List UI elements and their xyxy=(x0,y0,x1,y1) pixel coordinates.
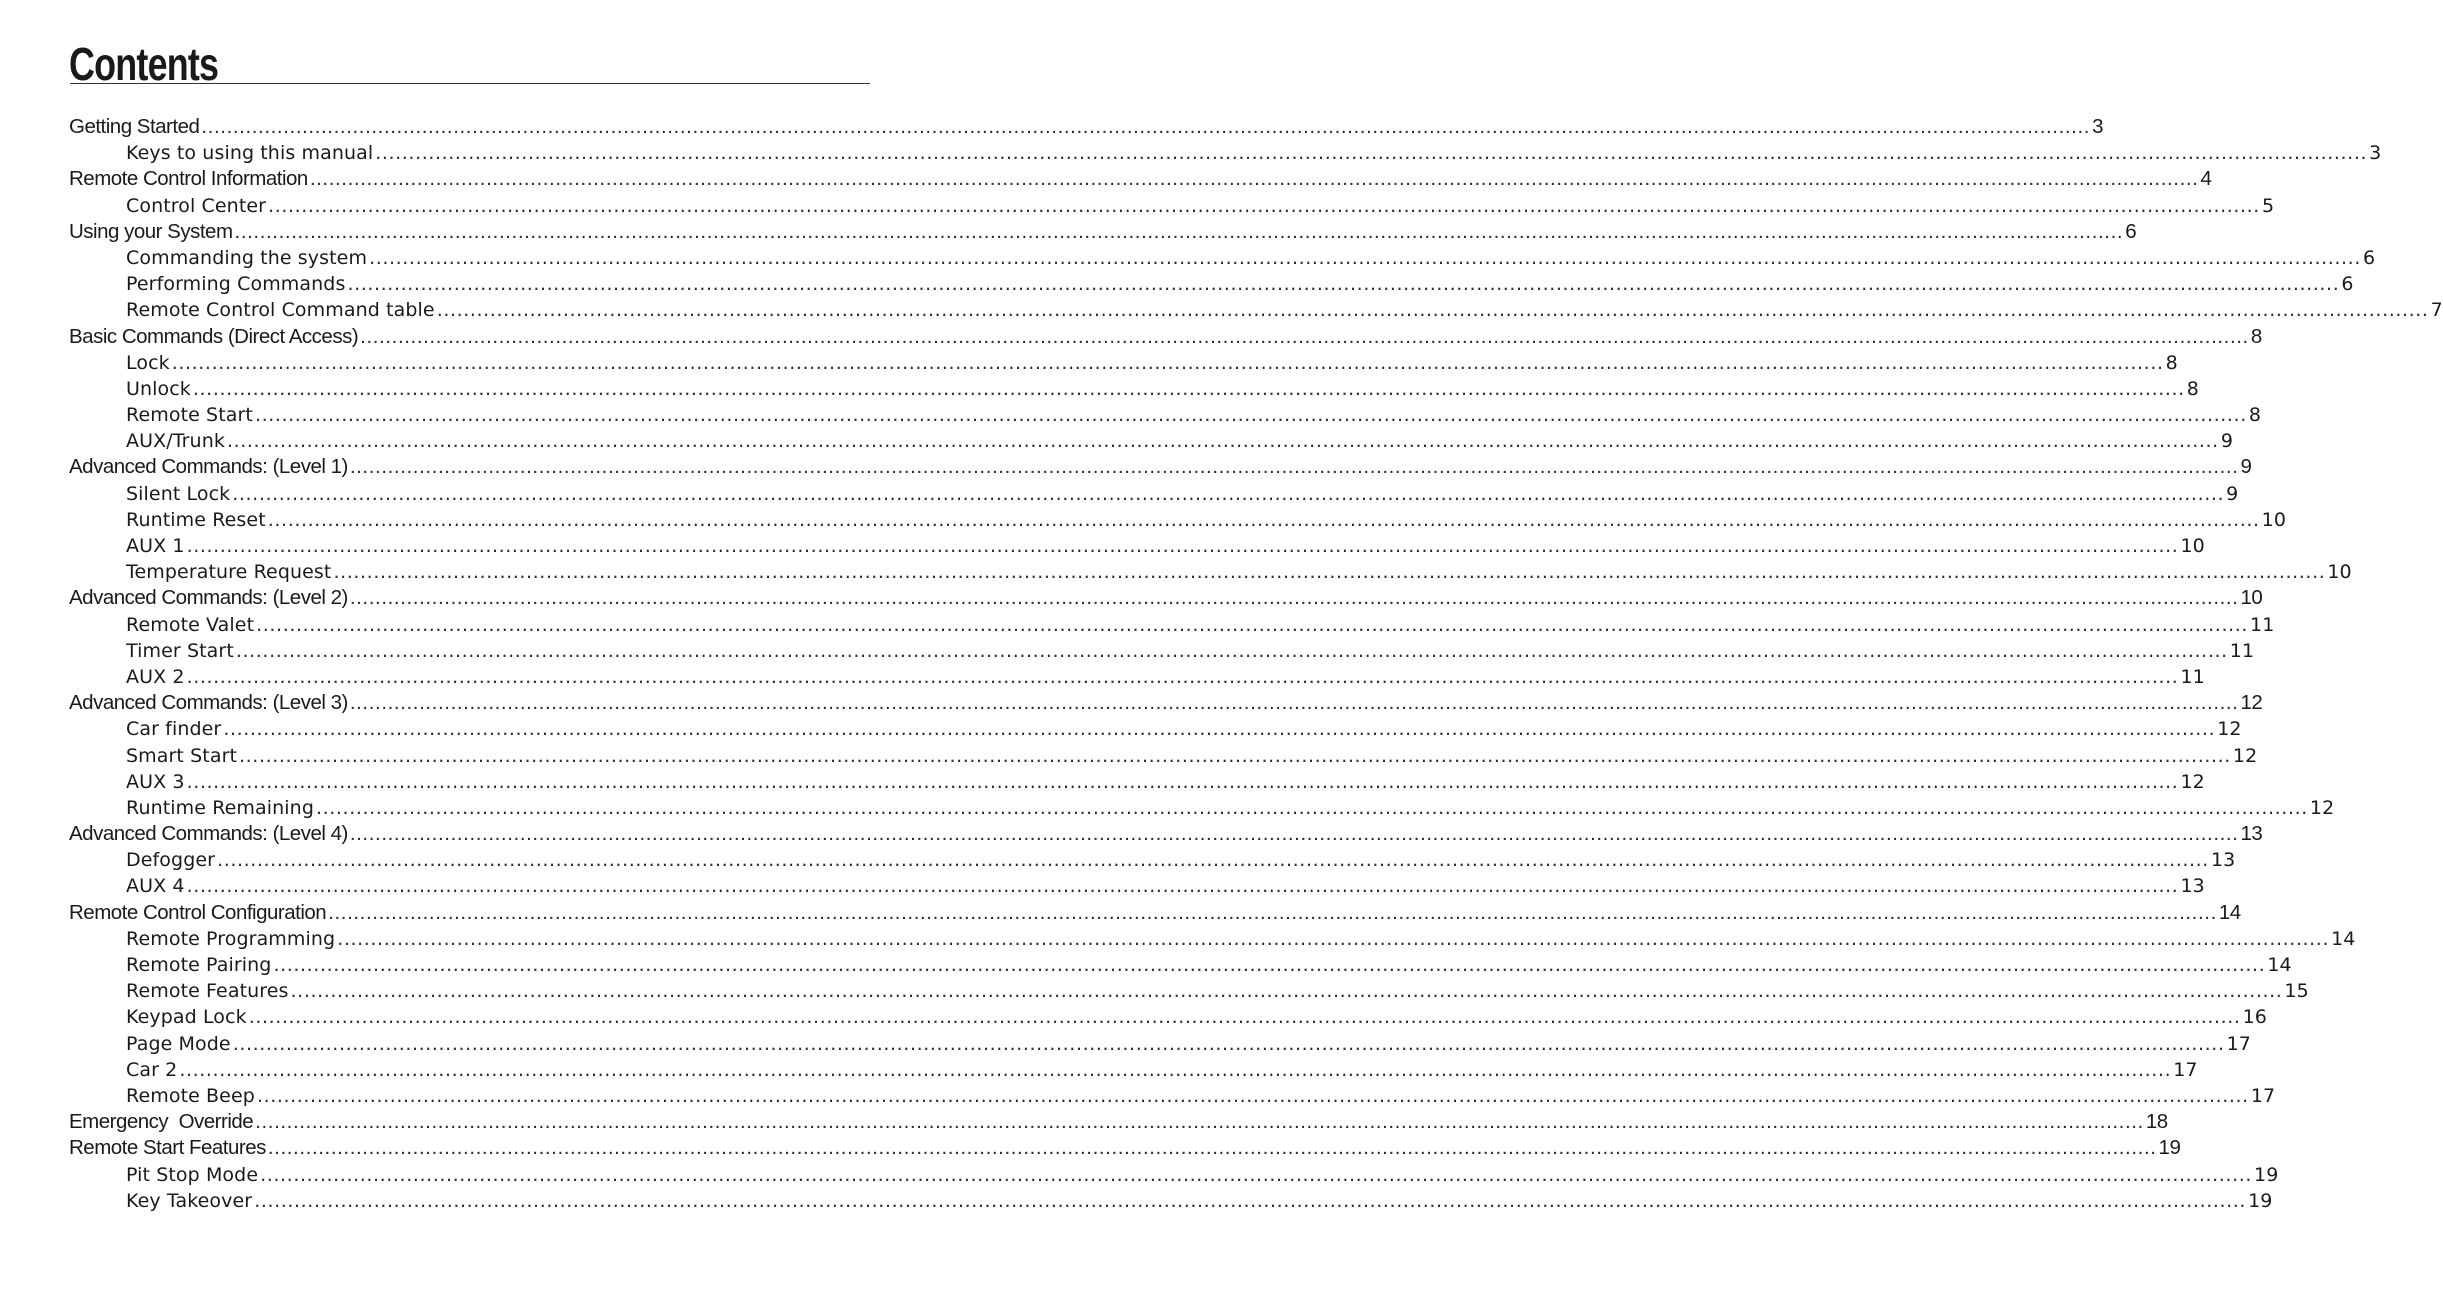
toc-section-entry[interactable] xyxy=(69,166,2212,192)
toc-dot-leader: ............................................................................................................................................................................................................................................................................................................ xyxy=(171,351,2164,374)
toc-subsection-entry[interactable] xyxy=(69,847,2236,873)
toc-dot-leader: ............................................................................................................................................................................................................................................................................................................ xyxy=(349,586,2239,610)
toc-dot-leader: ............................................................................................................................................................................................................................................................................................................ xyxy=(232,482,2225,505)
toc-dot-leader: ............................................................................................................................................................................................................................................................................................................ xyxy=(309,167,2199,191)
toc-entry-title: Remote Programming xyxy=(126,927,336,950)
toc-page-number: 8 xyxy=(2165,351,2178,374)
toc-subsection-entry[interactable] xyxy=(69,952,2292,978)
toc-dot-leader: ............................................................................................................................................................................................................................................................................................................ xyxy=(186,535,2179,557)
toc-entry-title: Timer Start xyxy=(126,639,234,662)
toc-entry-title: AUX 2 xyxy=(126,665,185,688)
toc-dot-leader: ............................................................................................................................................................................................................................................................................................................ xyxy=(337,927,2330,950)
toc-page-number: 18 xyxy=(2145,1110,2168,1134)
toc-dot-leader: ............................................................................................................................................................................................................................................................................................................ xyxy=(201,115,2091,138)
toc-page-number: 17 xyxy=(2173,1058,2198,1081)
toc-page-number: 7 xyxy=(2430,299,2443,322)
toc-page-number: 12 xyxy=(2240,691,2263,715)
toc-dot-leader: ............................................................................................................................................................................................................................................................................................................ xyxy=(254,404,2247,427)
toc-page-number: 19 xyxy=(2158,1136,2181,1160)
toc-entry-title: Remote Beep xyxy=(126,1084,255,1107)
toc-page-number: 12 xyxy=(2217,718,2242,741)
toc-entry-title: Car finder xyxy=(126,718,222,741)
toc-entry-title: Remote Start Features xyxy=(69,1136,266,1160)
toc-page-number: 5 xyxy=(2261,194,2275,217)
toc-page-number: 10 xyxy=(2261,508,2287,531)
toc-dot-leader: ............................................................................................................................................................................................................................................................................................................ xyxy=(347,273,2340,296)
toc-dot-leader: ............................................................................................................................................................................................................................................................................................................ xyxy=(333,561,2326,584)
toc-subsection-entry[interactable] xyxy=(69,926,2356,952)
toc-dot-leader: ............................................................................................................................................................................................................................................................................................................ xyxy=(234,219,2124,243)
toc-subsection-entry[interactable] xyxy=(69,1188,2273,1214)
toc-entry-title: Page Mode xyxy=(126,1032,231,1055)
toc-subsection-entry[interactable] xyxy=(69,638,2255,664)
toc-page-number: 12 xyxy=(2232,744,2258,767)
toc-entry-title: Remote Features xyxy=(126,980,289,1003)
toc-dot-leader: ............................................................................................................................................................................................................................................................................................................ xyxy=(248,1006,2241,1029)
toc-entry-title: Advanced Commands: (Level 2) xyxy=(69,586,348,610)
toc-page-number: 19 xyxy=(2248,1189,2273,1212)
toc-entry-title: Silent Lock xyxy=(126,482,231,505)
toc-entry-title: Pit Stop Mode xyxy=(126,1163,259,1186)
toc-entry-title: Remote Control Information xyxy=(69,167,308,191)
toc-dot-leader: ............................................................................................................................................................................................................................................................................................................ xyxy=(267,508,2260,531)
toc-entry-title: Remote Start xyxy=(126,404,253,427)
toc-entry-title: Basic Commands (Direct Access) xyxy=(69,324,359,348)
toc-section-entry[interactable] xyxy=(69,219,2137,245)
toc-subsection-entry[interactable] xyxy=(69,559,2352,585)
toc-dot-leader: ............................................................................................................................................................................................................................................................................................................ xyxy=(226,430,2219,453)
toc-page-number: 8 xyxy=(2248,404,2262,427)
toc-dot-leader: ............................................................................................................................................................................................................................................................................................................ xyxy=(217,849,2209,872)
toc-entry-title: AUX 1 xyxy=(126,535,185,557)
toc-entry-title: Performing Commands xyxy=(126,273,346,296)
toc-entry-title: Unlock xyxy=(126,377,191,400)
title-underline xyxy=(70,83,870,84)
toc-entry-title: Remote Control Configuration xyxy=(69,900,327,924)
toc-subsection-entry[interactable] xyxy=(69,140,2382,166)
toc-dot-leader: ............................................................................................................................................................................................................................................................................................................ xyxy=(186,665,2179,688)
toc-entry-title: Commanding the system xyxy=(126,246,368,269)
toc-dot-leader: ............................................................................................................................................................................................................................................................................................................ xyxy=(179,1058,2172,1081)
toc-page-number: 14 xyxy=(2267,954,2292,976)
toc-page-number: 10 xyxy=(2327,561,2352,584)
toc-dot-leader: ............................................................................................................................................................................................................................................................................................................ xyxy=(375,142,2368,165)
toc-subsection-entry[interactable] xyxy=(69,271,2354,297)
toc-section-entry[interactable] xyxy=(69,900,2241,926)
toc-page-number: 11 xyxy=(2180,665,2205,688)
toc-entry-title: Remote Valet xyxy=(126,613,255,636)
toc-page-number: 3 xyxy=(2369,142,2382,165)
toc-page-number: 10 xyxy=(2240,586,2263,610)
toc-subsection-entry[interactable] xyxy=(69,402,2262,428)
toc-dot-leader: ............................................................................................................................................................................................................................................................................................................ xyxy=(349,691,2239,715)
toc-entry-title: Runtime Reset xyxy=(126,508,266,531)
toc-subsection-entry[interactable] xyxy=(69,978,2309,1004)
toc-dot-leader: ............................................................................................................................................................................................................................................................................................................ xyxy=(255,1110,2144,1134)
toc-dot-leader: ............................................................................................................................................................................................................................................................................................................ xyxy=(369,246,2361,269)
toc-dot-leader: ............................................................................................................................................................................................................................................................................................................ xyxy=(232,1032,2225,1055)
toc-subsection-entry[interactable] xyxy=(69,1083,2276,1109)
toc-dot-leader: ............................................................................................................................................................................................................................................................................................................ xyxy=(360,324,2249,348)
toc-page-number: 10 xyxy=(2180,535,2205,557)
toc-subsection-entry[interactable] xyxy=(69,350,2178,376)
toc-subsection-entry[interactable] xyxy=(69,769,2205,795)
toc-entry-title: Lock xyxy=(126,351,170,374)
toc-page-number: 3 xyxy=(2092,115,2103,138)
toc-entry-title: AUX 4 xyxy=(126,875,185,898)
toc-entry-title: Defogger xyxy=(126,849,216,872)
toc-dot-leader: ............................................................................................................................................................................................................................................................................................................ xyxy=(268,194,2260,217)
toc-entry-title: Advanced Commands: (Level 3) xyxy=(69,691,348,715)
toc-subsection-entry[interactable] xyxy=(69,507,2287,533)
toc-section-entry[interactable] xyxy=(69,454,2252,480)
toc-section-entry[interactable] xyxy=(69,1135,2181,1161)
toc-entry-title: Getting Started xyxy=(69,115,200,138)
toc-entry-title: Key Takeover xyxy=(126,1189,253,1212)
toc-dot-leader: ............................................................................................................................................................................................................................................................................................................ xyxy=(254,1189,2247,1212)
toc-page-number: 4 xyxy=(2200,167,2212,191)
toc-page-number: 19 xyxy=(2254,1163,2279,1186)
toc-section-entry[interactable] xyxy=(69,1109,2168,1135)
toc-dot-leader: ............................................................................................................................................................................................................................................................................................................ xyxy=(267,1136,2157,1160)
toc-subsection-entry[interactable] xyxy=(69,795,2335,821)
toc-dot-leader: ............................................................................................................................................................................................................................................................................................................ xyxy=(290,980,2283,1003)
toc-page-number: 13 xyxy=(2210,849,2236,872)
toc-page-number: 17 xyxy=(2226,1032,2251,1055)
toc-dot-leader: ............................................................................................................................................................................................................................................................................................................ xyxy=(223,718,2216,741)
toc-subsection-entry[interactable] xyxy=(69,716,2242,742)
toc-dot-leader: ............................................................................................................................................................................................................................................................................................................ xyxy=(235,639,2228,662)
toc-page-number: 15 xyxy=(2284,980,2309,1003)
toc-dot-leader: ............................................................................................................................................................................................................................................................................................................ xyxy=(239,744,2231,767)
toc-page-number: 16 xyxy=(2242,1006,2267,1029)
toc-dot-leader: ............................................................................................................................................................................................................................................................................................................ xyxy=(256,1084,2249,1107)
toc-dot-leader: ............................................................................................................................................................................................................................................................................................................ xyxy=(192,377,2185,400)
toc-page-number: 12 xyxy=(2180,770,2205,793)
toc-dot-leader: ............................................................................................................................................................................................................................................................................................................ xyxy=(328,900,2217,924)
toc-subsection-entry[interactable] xyxy=(69,743,2258,769)
toc-entry-title: Emergency Override xyxy=(69,1110,254,1134)
toc-entry-title: Car 2 xyxy=(126,1058,178,1081)
toc-page-number: 17 xyxy=(2250,1084,2276,1107)
toc-subsection-entry[interactable] xyxy=(69,193,2275,219)
toc-subsection-entry[interactable] xyxy=(69,481,2239,507)
toc-subsection-entry[interactable] xyxy=(69,612,2275,638)
toc-subsection-entry[interactable] xyxy=(69,873,2205,899)
toc-entry-title: Runtime Remaining xyxy=(126,796,314,819)
toc-page-number: 8 xyxy=(2186,377,2199,400)
toc-subsection-entry[interactable] xyxy=(69,664,2205,690)
toc-page-number: 9 xyxy=(2220,430,2234,453)
toc-section-entry[interactable] xyxy=(69,821,2263,847)
toc-section-entry[interactable] xyxy=(69,324,2262,350)
toc-page-number: 12 xyxy=(2309,796,2335,819)
toc-page-number: 14 xyxy=(2331,927,2356,950)
table-of-contents xyxy=(69,114,2443,1214)
toc-entry-title: Remote Control Command table xyxy=(126,299,435,322)
toc-entry-title: Remote Pairing xyxy=(126,954,272,976)
toc-page-number: 14 xyxy=(2218,900,2241,924)
toc-dot-leader: ............................................................................................................................................................................................................................................................................................................ xyxy=(436,299,2429,322)
toc-section-entry[interactable] xyxy=(69,690,2263,716)
toc-entry-title: Keys to using this manual xyxy=(126,142,374,165)
toc-subsection-entry[interactable] xyxy=(69,1031,2251,1057)
toc-section-entry[interactable] xyxy=(69,114,2103,140)
toc-subsection-entry[interactable] xyxy=(69,428,2234,454)
toc-dot-leader: ............................................................................................................................................................................................................................................................................................................ xyxy=(256,613,2249,636)
toc-dot-leader: ............................................................................................................................................................................................................................................................................................................ xyxy=(349,822,2239,846)
toc-dot-leader: ............................................................................................................................................................................................................................................................................................................ xyxy=(273,954,2266,976)
toc-subsection-entry[interactable] xyxy=(69,1004,2267,1030)
page-title: Contents xyxy=(69,38,219,90)
toc-subsection-entry[interactable] xyxy=(69,1057,2198,1083)
toc-page-number: 9 xyxy=(2226,482,2239,505)
toc-dot-leader: ............................................................................................................................................................................................................................................................................................................ xyxy=(186,875,2179,898)
toc-entry-title: AUX/Trunk xyxy=(126,430,225,453)
toc-entry-title: Keypad Lock xyxy=(126,1006,247,1029)
toc-subsection-entry[interactable] xyxy=(69,533,2205,559)
toc-entry-title: Smart Start xyxy=(126,744,238,767)
toc-subsection-entry[interactable] xyxy=(69,245,2376,271)
toc-entry-title: Control Center xyxy=(126,194,267,217)
toc-dot-leader: ............................................................................................................................................................................................................................................................................................................ xyxy=(316,796,2308,819)
toc-page-number: 6 xyxy=(2362,246,2376,269)
toc-subsection-entry[interactable] xyxy=(69,297,2443,323)
toc-dot-leader: ............................................................................................................................................................................................................................................................................................................ xyxy=(260,1163,2252,1186)
toc-page-number: 13 xyxy=(2180,875,2205,898)
toc-entry-title: Advanced Commands: (Level 1) xyxy=(69,455,348,479)
toc-page-number: 13 xyxy=(2240,822,2263,846)
toc-subsection-entry[interactable] xyxy=(69,376,2199,402)
toc-dot-leader: ............................................................................................................................................................................................................................................................................................................ xyxy=(186,770,2179,793)
toc-entry-title: Advanced Commands: (Level 4) xyxy=(69,822,348,846)
toc-page-number: 11 xyxy=(2229,639,2255,662)
toc-page-number: 9 xyxy=(2240,455,2252,479)
toc-page-number: 8 xyxy=(2250,324,2262,348)
toc-entry-title: AUX 3 xyxy=(126,770,185,793)
toc-subsection-entry[interactable] xyxy=(69,1162,2279,1188)
toc-page-number: 11 xyxy=(2250,613,2275,636)
toc-page-number: 6 xyxy=(2125,219,2137,243)
toc-page-number: 6 xyxy=(2341,273,2354,296)
toc-dot-leader: ............................................................................................................................................................................................................................................................................................................ xyxy=(349,455,2239,479)
toc-entry-title: Temperature Request xyxy=(126,561,332,584)
toc-entry-title: Using your System xyxy=(69,219,233,243)
toc-section-entry[interactable] xyxy=(69,585,2263,611)
